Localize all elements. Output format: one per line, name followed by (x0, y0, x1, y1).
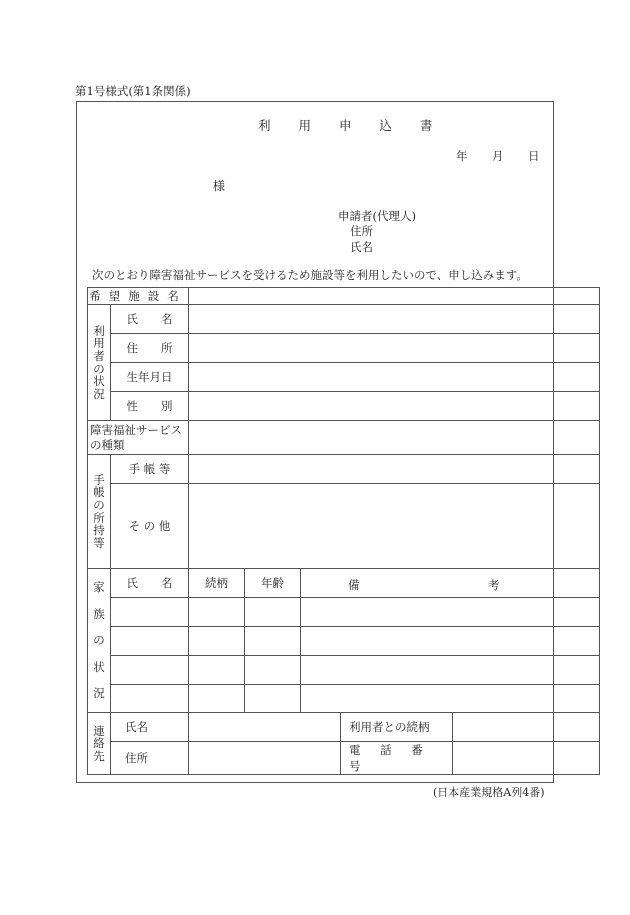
form-title: 利 用 申 込 書 (258, 118, 445, 133)
family-name-cell[interactable] (111, 656, 189, 685)
family-section-label: 家族の状況 (88, 569, 111, 713)
applicant-address-label: 住所 (350, 224, 373, 238)
family-note-header-1: 備 (348, 578, 360, 592)
user-sex-field[interactable] (189, 392, 600, 421)
handbook-section-label: 手帳の所持等 (88, 455, 111, 569)
user-sex-label: 性 別 (111, 392, 189, 421)
other-field[interactable] (189, 484, 600, 569)
family-note-cell[interactable] (301, 627, 600, 656)
handbook-label: 手 帳 等 (111, 455, 189, 484)
application-table (87, 287, 600, 775)
contact-address-field[interactable] (189, 742, 341, 775)
paper-size-note: (日本産業規格A列4番) (433, 786, 545, 799)
family-age-cell[interactable] (245, 685, 301, 713)
applicant-title: 申請者(代理人) (338, 209, 416, 223)
other-label: そ の 他 (111, 484, 189, 569)
family-relation-cell[interactable] (189, 627, 245, 656)
family-note-header-2: 考 (488, 578, 500, 592)
date-month-label: 月 (492, 149, 504, 163)
service-type-field[interactable] (189, 421, 600, 455)
contact-address-label: 住所 (111, 742, 189, 775)
family-note-cell[interactable] (301, 685, 600, 713)
user-birthdate-label: 生年月日 (111, 363, 189, 392)
date-day-label: 日 (528, 149, 540, 163)
family-name-header: 氏 名 (111, 569, 189, 598)
contact-name-label: 氏名 (111, 713, 189, 742)
contact-section-label: 連絡先 (88, 713, 111, 775)
user-name-field[interactable] (189, 305, 600, 334)
user-name-label: 氏 名 (111, 305, 189, 334)
addressee-suffix: 様 (213, 179, 226, 193)
family-name-cell[interactable] (111, 685, 189, 713)
contact-phone-field[interactable] (453, 742, 600, 775)
user-address-label: 住 所 (111, 334, 189, 363)
facility-label: 希望施設名 (89, 289, 187, 303)
user-address-field[interactable] (189, 334, 600, 363)
family-name-cell[interactable] (111, 598, 189, 627)
family-note-header (301, 569, 600, 598)
user-birthdate-field[interactable] (189, 363, 600, 392)
family-age-cell[interactable] (245, 656, 301, 685)
applicant-name-label: 氏名 (350, 240, 373, 254)
contact-name-field[interactable] (189, 713, 341, 742)
contact-relation-label: 利用者との続柄 (341, 713, 453, 742)
service-type-label: 障害福祉サービスの種類 (88, 421, 189, 455)
family-name-cell[interactable] (111, 627, 189, 656)
contact-phone-label: 電 話 番 号 (341, 742, 453, 775)
family-note-cell[interactable] (301, 598, 600, 627)
contact-relation-field[interactable] (453, 713, 600, 742)
date-year-label: 年 (456, 149, 468, 163)
family-age-header: 年齢 (245, 569, 301, 598)
family-note-cell[interactable] (301, 656, 600, 685)
family-relation-cell[interactable] (189, 685, 245, 713)
family-relation-header: 続柄 (189, 569, 245, 598)
family-age-cell[interactable] (245, 627, 301, 656)
handbook-field[interactable] (189, 455, 600, 484)
family-age-cell[interactable] (245, 598, 301, 627)
form-number-label: 第1号様式(第1条関係) (75, 84, 191, 98)
family-relation-cell[interactable] (189, 598, 245, 627)
facility-field[interactable] (189, 288, 600, 305)
user-status-section-label: 利用者の状況 (88, 305, 111, 421)
application-statement: 次のとおり障害福祉サービスを受けるため施設等を利用したいので、申し込みます。 (92, 268, 528, 282)
family-relation-cell[interactable] (189, 656, 245, 685)
